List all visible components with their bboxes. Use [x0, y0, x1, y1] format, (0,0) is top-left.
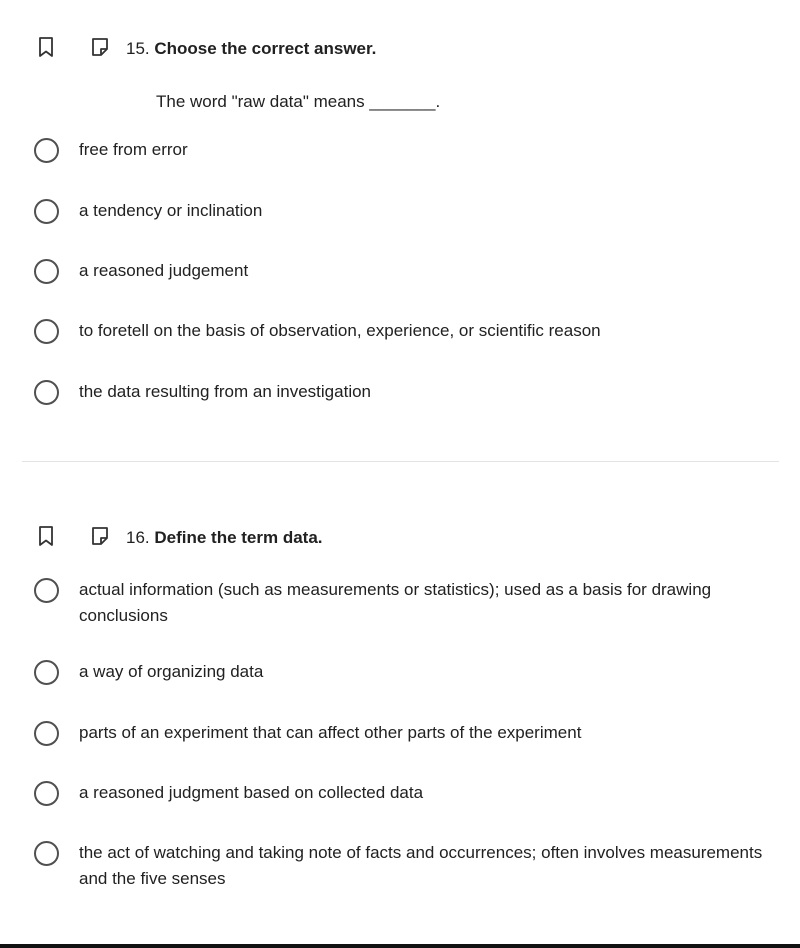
radio-button[interactable]: [34, 660, 59, 685]
option-label: the data resulting from an investigation: [79, 382, 372, 401]
question-instruction: Choose the correct answer.: [154, 39, 377, 58]
question-title: [126, 38, 376, 60]
bottom-edge-bar: [0, 944, 800, 948]
option-label: a way of organizing data: [79, 662, 264, 681]
option-label: a tendency or inclination: [79, 201, 263, 220]
question-header: [0, 33, 800, 63]
option-label: the act of watching and taking note of facts and occurrences; often involves measurements and the five senses: [79, 843, 763, 888]
option-label: a reasoned judgement: [79, 261, 249, 280]
option-label: free from error: [79, 140, 188, 159]
radio-button[interactable]: [34, 721, 59, 746]
radio-button[interactable]: [34, 781, 59, 806]
radio-button[interactable]: [34, 319, 59, 344]
option-label: actual information (such as measurements or statistics); used as a basis for drawing conclusions: [79, 580, 712, 625]
question-number: 16.: [126, 528, 150, 547]
note-icon[interactable]: [88, 524, 112, 548]
bookmark-icon[interactable]: [34, 35, 58, 59]
radio-button[interactable]: [34, 138, 59, 163]
radio-button[interactable]: [34, 841, 59, 866]
radio-button[interactable]: [34, 259, 59, 284]
question-divider: [22, 461, 779, 462]
radio-button[interactable]: [34, 578, 59, 603]
question-header: [0, 522, 800, 552]
bookmark-icon[interactable]: [34, 524, 58, 548]
note-icon[interactable]: [88, 35, 112, 59]
radio-button[interactable]: [34, 199, 59, 224]
question-title: [126, 527, 323, 549]
question-prompt: The word "raw data" means _______.: [156, 92, 441, 111]
radio-button[interactable]: [34, 380, 59, 405]
question-number: 15.: [126, 39, 150, 58]
question-instruction: Define the term data.: [154, 528, 323, 547]
option-label: parts of an experiment that can affect other parts of the experiment: [79, 723, 582, 742]
option-label: a reasoned judgment based on collected data: [79, 783, 424, 802]
option-label: to foretell on the basis of observation, experience, or scientific reason: [79, 321, 601, 340]
